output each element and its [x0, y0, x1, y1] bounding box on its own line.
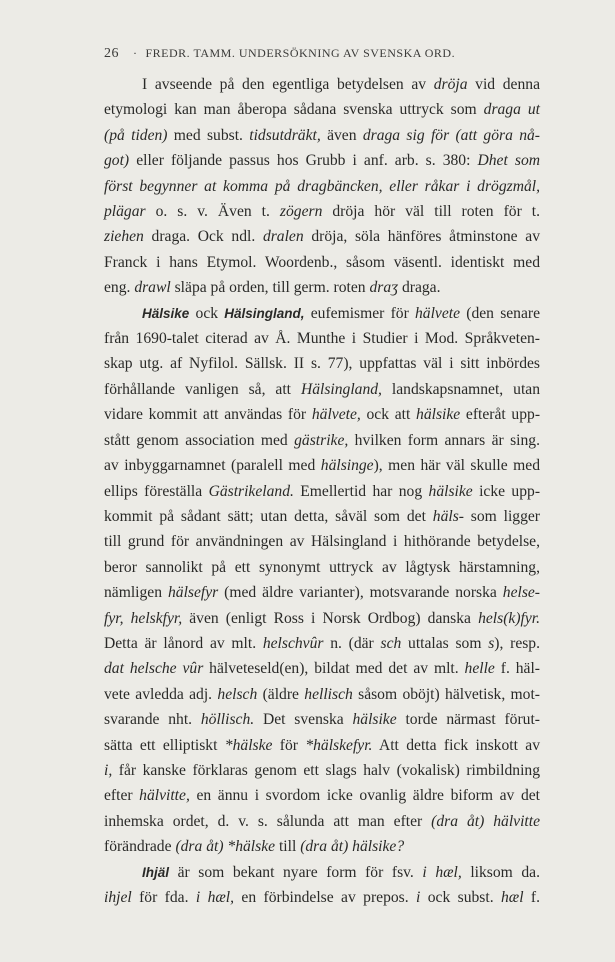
italic-term: sch — [380, 634, 402, 652]
text-line — [104, 606, 540, 631]
text-line — [104, 250, 540, 275]
italic-term: drawl — [134, 279, 171, 297]
text-span: liksom da. — [461, 863, 540, 881]
italic-term: *hälske — [224, 736, 273, 754]
italic-term: höllisch. — [200, 711, 255, 729]
italic-term: Hälsingland, — [300, 380, 382, 398]
text-line — [104, 97, 540, 122]
text-span: inhemska ordet, d. v. s. sålunda att man efter — [104, 812, 432, 830]
text-span: f. — [523, 889, 541, 906]
text-span: dröja, söla hänföres åtminstone av — [303, 228, 540, 246]
text-span: som ligger — [463, 507, 541, 525]
italic-term: i hæl, — [422, 863, 462, 881]
text-line — [104, 377, 540, 402]
text-span: ), men här väl skulle med — [373, 457, 540, 475]
text-span: landskapsnamnet, utan — [381, 380, 540, 398]
text-span: förhållande vanligen så, att — [104, 380, 301, 398]
italic-term: hälvitte, — [139, 787, 190, 805]
text-line — [104, 631, 540, 656]
italic-term: hälsike — [416, 406, 461, 424]
italic-term: i, — [104, 761, 113, 779]
text-line — [104, 707, 540, 732]
text-span: uttalas som — [401, 634, 489, 652]
text-line — [104, 504, 540, 529]
text-line — [104, 428, 540, 453]
text-span: nämligen — [104, 584, 168, 602]
text-span: Att detta fick inskott av — [372, 736, 541, 754]
text-span: (med äldre varianter), motsvarande norska — [218, 584, 503, 602]
text-span: släpa på orden, till germ. roten — [170, 279, 370, 297]
text-span: är som bekant nyare form för fsv. — [169, 863, 423, 881]
italic-term: hæl — [501, 889, 524, 906]
text-span: till grund för användningen av Hälsingland i hithörande betydelse, — [104, 533, 540, 551]
italic-term: gästrike, — [294, 431, 349, 449]
italic-term: dat helsche vûr — [104, 660, 204, 678]
text-span: ), resp. — [494, 634, 541, 652]
text-span: en ännu i svordom icke ovanlig äldre biform av det — [189, 787, 540, 805]
text-line — [104, 174, 540, 199]
text-span: får kanske förklaras genom ett slags halv (vokalisk) rimbildning — [112, 761, 540, 779]
italic-term: draga sig för (att göra nå- — [362, 126, 541, 144]
text-line — [104, 148, 540, 173]
text-line — [104, 758, 540, 783]
text-span: n. (där — [323, 634, 381, 652]
text-line — [104, 72, 540, 97]
text-line — [104, 123, 540, 148]
text-span: från 1690-talet citerad av Å. Munthe i Studier i Mod. Språkveten- — [104, 330, 540, 348]
text-line — [104, 580, 540, 605]
text-span: svarande nht. — [104, 711, 201, 729]
text-span: vidare kommit att användas för — [104, 406, 312, 424]
italic-term: dröja — [433, 76, 468, 93]
text-span: för fda. — [131, 889, 196, 906]
text-span: eller följande passus hos Grubb i anf. arb. s. 380: — [129, 152, 478, 170]
text-line — [104, 224, 540, 249]
text-line — [104, 275, 540, 300]
text-span: även (enligt Ross i Norsk Ordbog) danska — [182, 609, 479, 627]
italic-term: Gästrikeland. — [208, 482, 294, 500]
text-span: o. s. v. Även t. — [145, 203, 280, 221]
text-span: eng. — [104, 279, 135, 297]
text-line — [104, 351, 540, 376]
text-span: Franck i hans Etymol. Woordenb., såsom väsentl. identiskt med — [104, 253, 540, 271]
text-line — [104, 860, 540, 885]
text-span: hvilken form annars är sing. — [348, 431, 540, 449]
text-line — [104, 529, 540, 554]
text-span: Emellertid har nog — [293, 482, 429, 500]
text-line — [104, 199, 540, 224]
text-span: beror sannolikt på ett synonymt uttryck av lågtysk härstamning, — [104, 558, 540, 576]
text-line — [104, 453, 540, 478]
text-span: (den senare — [460, 304, 541, 322]
running-header — [104, 46, 522, 62]
italic-term: hälsike — [428, 482, 473, 500]
text-span: såsom oböjt) hälvetisk, mot- — [352, 685, 541, 703]
text-span: icke upp- — [472, 482, 541, 500]
text-span: sätta ett elliptiskt — [104, 736, 225, 754]
italic-term: zögern — [279, 203, 323, 221]
italic-term: *hälskefyr. — [305, 736, 373, 754]
italic-term: hälvete, — [311, 406, 361, 424]
italic-term: hälsike — [352, 711, 397, 729]
text-span: efter — [104, 787, 140, 805]
headword: Ihjäl — [142, 864, 170, 880]
italic-term: tidsutdräkt, — [249, 126, 321, 144]
italic-term: hälsefyr — [167, 584, 219, 602]
italic-term: hellisch — [304, 685, 353, 703]
text-line — [104, 733, 540, 758]
text-span: f. häl- — [494, 660, 540, 678]
text-span: ock subst. — [420, 889, 501, 906]
italic-term: plägar — [104, 203, 146, 221]
text-span: till — [275, 838, 301, 856]
italic-term: ziehen — [104, 228, 144, 246]
text-span: för — [272, 736, 306, 754]
text-span: skap utg. af Nyfilol. Sällsk. II s. 77), uppfattas väl i sitt inbördes — [104, 355, 540, 373]
text-span: en förbindelse av prepos. — [234, 889, 417, 906]
headword: Hälsingland, — [224, 305, 305, 321]
body-text — [104, 72, 540, 910]
text-span: förändrade — [104, 838, 176, 856]
italic-term: (dra åt) hälvitte — [431, 812, 541, 830]
text-line — [104, 834, 540, 859]
text-span: efteråt upp- — [460, 406, 541, 424]
text-span: etymologi kan man åberopa sådana svenska uttryck som — [104, 101, 484, 119]
text-line — [104, 682, 540, 707]
text-span: eufemismer för — [304, 304, 415, 322]
text-span: ock att — [360, 406, 417, 424]
italic-term: got) — [104, 152, 130, 170]
text-span: torde närmast förut- — [396, 711, 540, 729]
text-line — [104, 479, 540, 504]
page-number: 26 — [104, 46, 119, 61]
italic-term: helle — [464, 660, 495, 678]
italic-term: i — [416, 889, 421, 906]
text-span: draga. — [398, 279, 441, 297]
text-line — [104, 402, 540, 427]
text-line — [104, 656, 540, 681]
text-span: Det svenska — [254, 711, 353, 729]
text-line — [104, 301, 540, 326]
italic-term: häls- — [432, 507, 464, 525]
text-span: med subst. — [167, 126, 250, 144]
running-title: FREDR. TAMM. UNDERSÖKNING AV SVENSKA ORD. — [145, 46, 456, 60]
text-span: I avseende på den egentliga betydelsen av — [142, 76, 434, 93]
headword: Hälsike — [142, 305, 190, 321]
italic-term: dralen — [262, 228, 304, 246]
italic-term: hels(k)fyr. — [478, 609, 541, 627]
italic-term: s — [488, 634, 495, 652]
italic-term: (på tiden) — [104, 126, 168, 144]
text-line — [104, 885, 540, 910]
italic-term: först begynner at komma på dragbäncken, eller råkar i drögzmål, — [104, 177, 540, 195]
text-line — [104, 555, 540, 580]
text-span: ellips föreställa — [104, 482, 209, 500]
italic-term: Dhet som — [477, 152, 541, 170]
text-span: Detta är lånord av mlt. — [104, 634, 263, 652]
italic-term: ihjel — [104, 889, 132, 906]
italic-term: i hæl, — [195, 889, 235, 906]
text-span: stått genom association med — [104, 431, 295, 449]
italic-term: hälsinge — [320, 457, 374, 475]
italic-term: helse- — [502, 584, 540, 602]
italic-term: draʒ — [369, 279, 399, 297]
text-span: av inbyggarnamnet (paralell med — [104, 457, 321, 475]
text-line — [104, 326, 540, 351]
text-span: vete avledda adj. — [104, 685, 218, 703]
italic-term: draga ut — [483, 101, 540, 119]
text-span: ock — [189, 304, 225, 322]
italic-term: helsch — [217, 685, 258, 703]
italic-term: (dra åt) *hälske — [175, 838, 276, 856]
italic-term: fyr, helskfyr, — [104, 609, 183, 627]
header-separator: · — [133, 46, 138, 60]
text-line — [104, 783, 540, 808]
text-span: även — [320, 126, 363, 144]
italic-term: helschvûr — [262, 634, 324, 652]
text-span: draga. Ock ndl. — [143, 228, 263, 246]
text-span: hälveteseld(en), bildat med det av mlt. — [203, 660, 465, 678]
italic-term: hälvete — [415, 304, 461, 322]
text-line — [104, 809, 540, 834]
text-span: (äldre — [257, 685, 305, 703]
text-span: dröja hör väl till roten för t. — [322, 203, 540, 221]
text-span: vid denna — [467, 76, 540, 93]
text-span: kommit på sådant sätt; utan detta, såväl som det — [104, 507, 433, 525]
italic-term: (dra åt) hälsike? — [300, 838, 405, 856]
